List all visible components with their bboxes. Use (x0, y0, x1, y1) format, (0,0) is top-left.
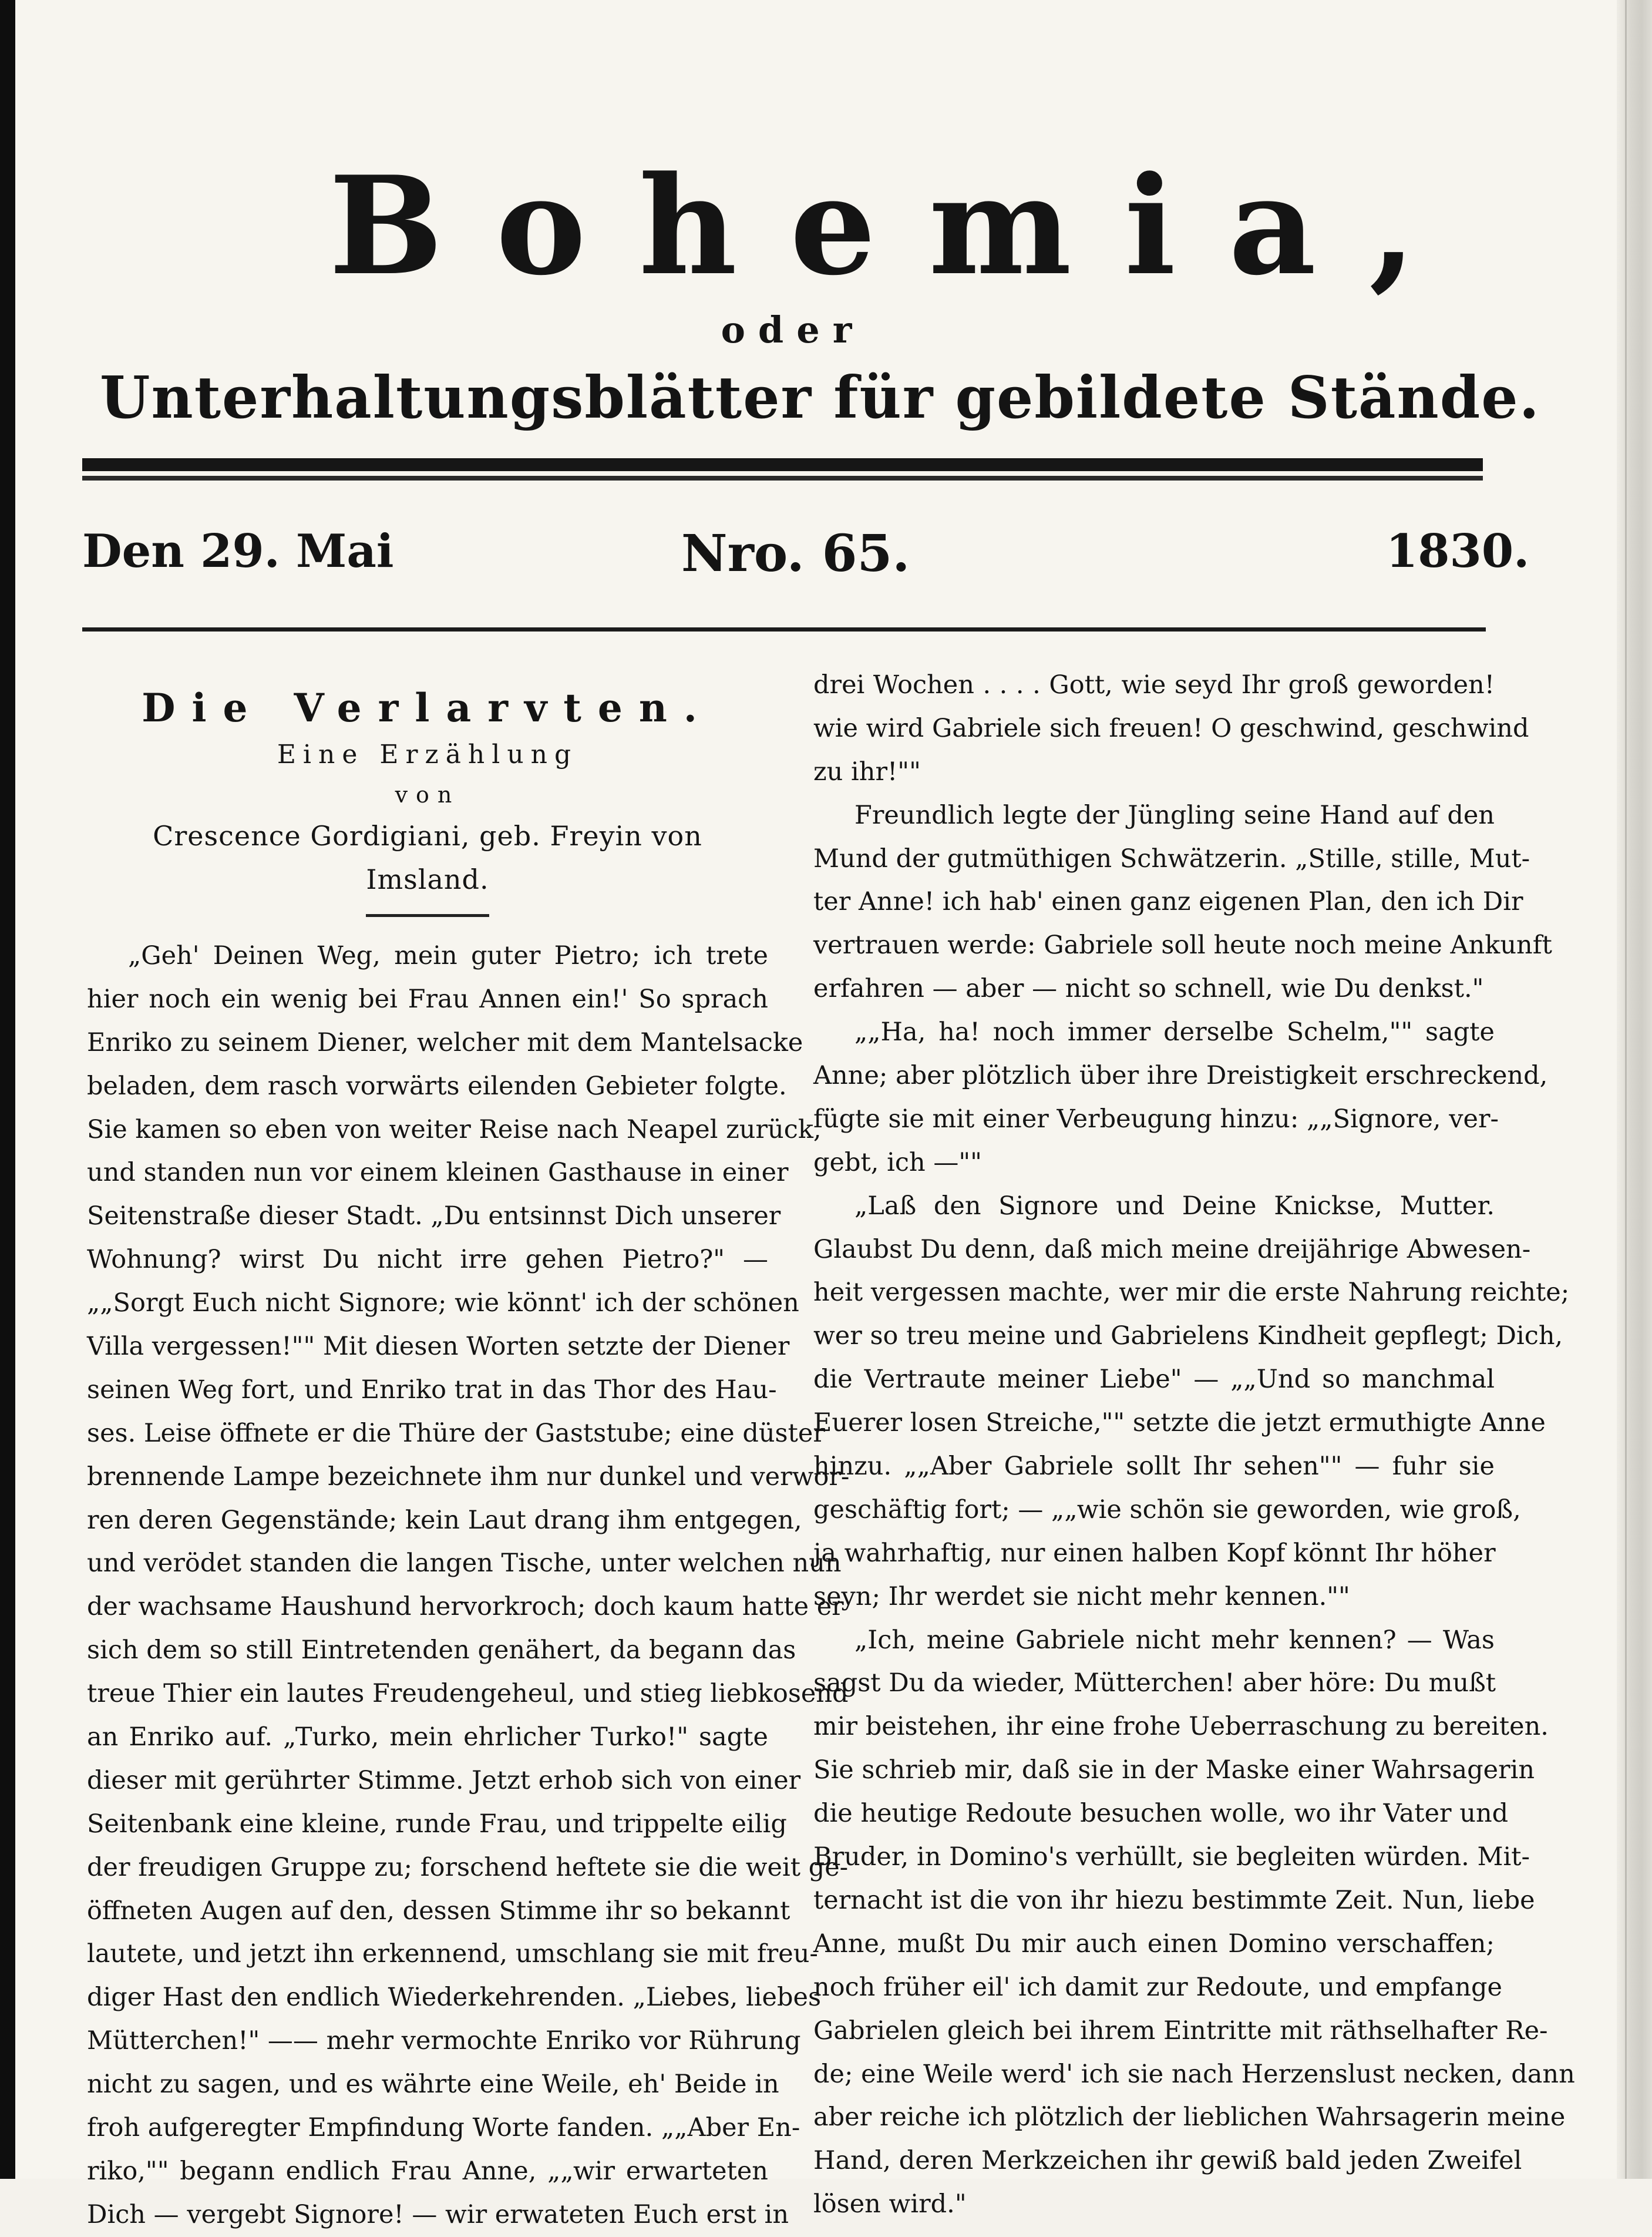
text-line: fügte sie mit einer Verbeugung hinzu: „„Signore, ver- (813, 1104, 1499, 1134)
text-line: der wachsame Haushund hervorkroch; doch kaum hatte er (87, 1592, 844, 1622)
left-column-text (87, 935, 850, 2237)
text-line: ren deren Gegenstände; kein Laut drang ihm entgegen, (87, 1505, 802, 1535)
text-line: ses. Leise öffnete er die Thüre der Gaststube; eine düster (87, 1418, 825, 1448)
text-line: ternacht ist die von ihr hiezu bestimmte Zeit. Nun, liebe (813, 1885, 1535, 1915)
text-line: hier noch ein wenig bei Frau Annen ein!' So sprach (87, 984, 768, 1014)
right-column-text (813, 664, 1575, 2226)
text-line: geschäftig fort; — „„wie schön sie geworden, wie groß, (813, 1494, 1521, 1524)
text-line: Gabrielen gleich bei ihrem Eintritte mit räthselhafter Re- (813, 2016, 1548, 2045)
text-line: „„Sorgt Euch nicht Signore; wie könnt' ich der schönen (87, 1288, 799, 1318)
text-line: „Ich, meine Gabriele nicht mehr kennen? — Was (854, 1625, 1495, 1655)
text-line: Mund der gutmüthigen Schwätzerin. „Stille, stille, Mut- (813, 844, 1530, 874)
text-line: Glaubst Du denn, daß mich meine dreijährige Abwesen- (813, 1234, 1531, 1264)
text-line: vertrauen werde: Gabriele soll heute noch meine Ankunft (813, 931, 1552, 960)
text-line: die Vertraute meiner Liebe" — „„Und so manchmal (813, 1365, 1495, 1395)
text-line: de; eine Weile werd' ich sie nach Herzenslust necken, dann (813, 2059, 1575, 2089)
article-subtitle: Eine Erzählung (277, 740, 578, 770)
text-line: und standen nun vor einem kleinen Gasthause in einer (87, 1158, 789, 1188)
text-line: Mütterchen!" —— mehr vermochte Enriko vor Rührung (87, 2026, 801, 2056)
text-line: Euerer losen Streiche,"" setzte die jetzt ermuthigte Anne (813, 1408, 1546, 1438)
text-line: Dich — vergebt Signore! — wir erwateten Euch erst in (87, 2199, 789, 2229)
text-line: mir beistehen, ihr eine frohe Ueberraschung zu bereiten. (813, 1712, 1549, 1742)
text-line: an Enriko auf. „Turko, mein ehrlicher Turko!" sagte (87, 1722, 768, 1752)
text-line: Anne; aber plötzlich über ihre Dreistigkeit erschreckend, (813, 1061, 1548, 1091)
text-line: nicht zu sagen, und es währte eine Weile, eh' Beide in (87, 2070, 779, 2100)
text-line: Villa vergessen!"" Mit diesen Worten setzte der Diener (87, 1332, 790, 1362)
text-line: ja wahrhaftig, nur einen halben Kopf könnt Ihr höher (813, 1538, 1496, 1568)
text-line: aber reiche ich plötzlich der lieblichen Wahrsagerin meine (813, 2102, 1566, 2132)
text-line: Sie kamen so eben von weiter Reise nach Neapel zurück, (87, 1114, 822, 1144)
text-line: Hand, deren Merkzeichen ihr gewiß bald jeden Zweifel (813, 2146, 1522, 2176)
text-line: hinzu. „„Aber Gabriele sollt Ihr sehen"" — fuhr sie (813, 1452, 1495, 1482)
text-line: Seitenbank eine kleine, runde Frau, und trippelte eilig (87, 1809, 787, 1839)
scan-right-edge (1617, 0, 1652, 2179)
scan-left-edge (0, 0, 15, 2179)
masthead-rule-lower (82, 476, 1483, 481)
text-line: noch früher eil' ich damit zur Redoute, und empfange (813, 1972, 1502, 2002)
text-line: Enriko zu seinem Diener, welcher mit dem Mantelsacke (87, 1027, 803, 1057)
text-line: wer so treu meine und Gabrielens Kindheit gepflegt; Dich, (813, 1321, 1563, 1351)
text-line: sagst Du da wieder, Mütterchen! aber höre: Du mußt (813, 1668, 1496, 1698)
text-line: sich dem so still Eintretenden genähert, da begann das (87, 1635, 796, 1665)
article-title: Die Verlarvten. (142, 685, 714, 731)
text-line: beladen, dem rasch vorwärts eilenden Gebieter folgte. (87, 1071, 787, 1101)
text-line: „Laß den Signore und Deine Knickse, Mutter. (854, 1191, 1495, 1221)
text-line: erfahren — aber — nicht so schnell, wie Du denkst." (813, 974, 1484, 1004)
right-column (813, 664, 1575, 2226)
text-line: Sie schrieb mir, daß sie in der Maske einer Wahrsagerin (813, 1755, 1535, 1785)
issue-date: Den 29. Mai (82, 525, 394, 578)
dateline-rule (82, 627, 1486, 632)
text-line: „„Ha, ha! noch immer derselbe Schelm,"" sagte (854, 1017, 1495, 1047)
masthead-subtitle: Unterhaltungsblätter für gebildete Stände. (100, 364, 1540, 432)
text-line: lösen wird." (813, 2189, 967, 2219)
masthead-oder: oder (721, 308, 865, 351)
article-von: von (395, 782, 460, 808)
left-column (87, 664, 850, 2237)
text-line: zu ihr!"" (813, 757, 921, 787)
text-line: lautete, und jetzt ihn erkennend, umschlang sie mit freu- (87, 1939, 818, 1969)
text-line: diger Hast den endlich Wiederkehrenden. „Liebes, liebes (87, 1983, 822, 2013)
article-divider (366, 914, 489, 917)
article-author: Crescence Gordigiani, geb. Freyin von Imsland. (153, 820, 702, 895)
issue-number: Nro. 65. (681, 524, 910, 583)
text-line: öffneten Augen auf den, dessen Stimme ihr so bekannt (87, 1896, 790, 1926)
text-line: treue Thier ein lautes Freudengeheul, und stieg liebkosend (87, 1679, 849, 1709)
text-line: brennende Lampe bezeichnete ihm nur dunkel und verwor- (87, 1462, 850, 1492)
text-line: dieser mit gerührter Stimme. Jetzt erhob sich von einer (87, 1765, 801, 1795)
text-line: die heutige Redoute besuchen wolle, wo ihr Vater und (813, 1799, 1509, 1829)
text-line: seinen Weg fort, und Enriko trat in das Thor des Hau- (87, 1375, 777, 1405)
masthead-rule (82, 458, 1483, 471)
text-line: seyn; Ihr werdet sie nicht mehr kennen."" (813, 1581, 1350, 1611)
text-line: „Geh' Deinen Weg, mein guter Pietro; ich trete (128, 941, 768, 970)
text-line: der freudigen Gruppe zu; forschend heftete sie die weit ge- (87, 1852, 849, 1882)
text-line: froh aufgeregter Empfindung Worte fanden. „„Aber En- (87, 2113, 800, 2143)
text-line: Bruder, in Domino's verhüllt, sie begleiten würden. Mit- (813, 1842, 1530, 1872)
text-line: Anne, mußt Du mir auch einen Domino verschaffen; (813, 1929, 1495, 1959)
text-line: Freundlich legte der Jüngling seine Hand auf den (854, 800, 1495, 830)
text-line: riko,"" begann endlich Frau Anne, „„wir erwarteten (87, 2156, 768, 2186)
text-line: Wohnung? wirst Du nicht irre gehen Pietro?" — (87, 1245, 768, 1275)
issue-year: 1830. (1386, 525, 1530, 578)
masthead-title: Bohemia, (329, 147, 1469, 305)
text-line: gebt, ich —"" (813, 1147, 982, 1177)
text-line: und verödet standen die langen Tische, unter welchen nun (87, 1549, 842, 1578)
text-line: wie wird Gabriele sich freuen! O geschwind, geschwind (813, 713, 1529, 743)
text-line: heit vergessen machte, wer mir die erste Nahrung reichte; (813, 1278, 1570, 1308)
text-line: drei Wochen . . . . Gott, wie seyd Ihr groß geworden! (813, 670, 1495, 700)
text-line: ter Anne! ich hab' einen ganz eigenen Plan, den ich Dir (813, 887, 1523, 917)
text-line: Seitenstraße dieser Stadt. „Du entsinnst Dich unserer (87, 1201, 781, 1231)
